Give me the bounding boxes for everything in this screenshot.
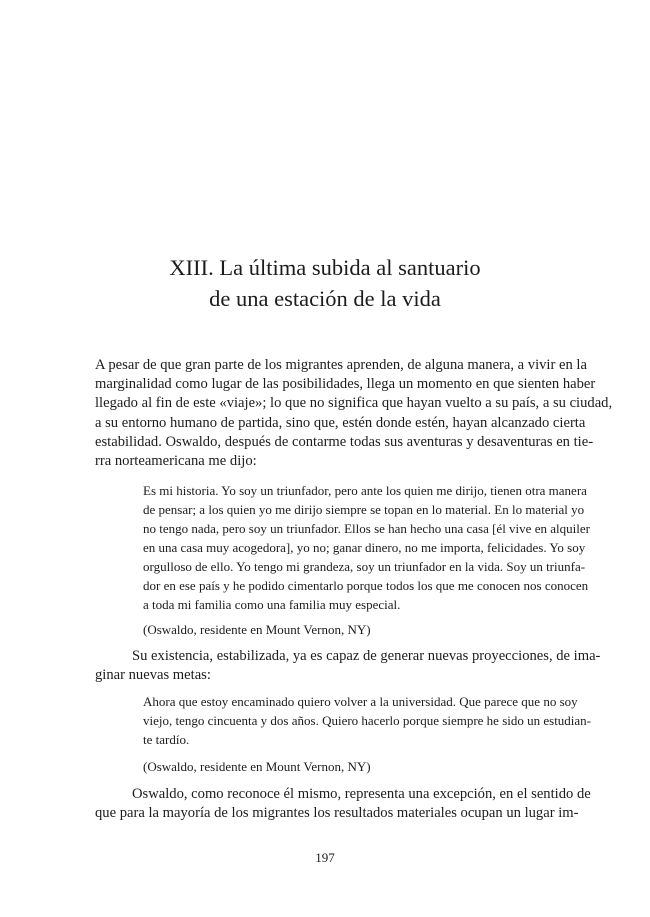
quote-line: te tardío. xyxy=(143,732,190,747)
paragraph-3 xyxy=(95,785,591,823)
quote-line: no tengo nada, pero soy un triunfador. Ellos se han hecho una casa [él vive en alquiler xyxy=(143,521,590,536)
text-line: A pesar de que gran parte de los migrantes aprenden, de alguna manera, a vivir en la xyxy=(95,357,587,373)
chapter-title-line-1: XIII. La última subida al santuario xyxy=(169,255,481,280)
quote-line: Ahora que estoy encaminado quiero volver a la universidad. Que parece que no soy xyxy=(143,694,578,709)
citation-1: (Oswaldo, residente en Mount Vernon, NY) xyxy=(143,622,371,637)
quote-line: en una casa muy acogedora], yo no; ganar dinero, no me importa, felicidades. Yo soy xyxy=(143,540,586,555)
block-quote-1 xyxy=(143,481,590,614)
quote-line: dor en ese país y he podido cimentarlo porque todos los que me conocen nos conocen xyxy=(143,578,589,593)
text-line: rra norteamericana me dijo: xyxy=(95,453,257,470)
paragraph-1 xyxy=(95,356,613,471)
block-quote-2 xyxy=(143,692,592,749)
chapter-title-line-2: de una estación de la vida xyxy=(209,286,441,311)
quote-line: de pensar; a los quien yo me dirijo siempre se topan en lo material. En lo material yo xyxy=(143,502,585,517)
text-line: ginar nuevas metas: xyxy=(95,667,211,684)
text-line: a su entorno humano de partida, sino que, estén donde estén, hayan alcanzado cierta xyxy=(95,414,586,431)
text-line: Oswaldo, como reconoce él mismo, representa una excepción, en el sentido de xyxy=(132,786,591,802)
quote-line: a toda mi familia como una familia muy especial. xyxy=(143,597,401,612)
quote-line: viejo, tengo cincuenta y dos años. Quiero hacerlo porque siempre he sido un estudian- xyxy=(143,713,592,728)
text-line: Su existencia, estabilizada, ya es capaz de generar nuevas proyecciones, de ima- xyxy=(132,648,601,664)
text-line: llegado al fin de este «viaje»; lo que no significa que hayan vuelto a su país, a su ciudad, xyxy=(95,395,613,412)
paragraph-2 xyxy=(95,647,601,685)
page-number: 197 xyxy=(315,850,335,865)
text-line: marginalidad como lugar de las posibilidades, llega un momento en que sienten haber xyxy=(95,376,596,393)
text-line: que para la mayoría de los migrantes los resultados materiales ocupan un lugar im- xyxy=(95,805,579,822)
text-line: estabilidad. Oswaldo, después de contarme todas sus aventuras y desaventuras en tie- xyxy=(95,433,594,450)
chapter-title xyxy=(0,252,650,314)
quote-line: Es mi historia. Yo soy un triunfador, pero ante los quien me dirijo, tienen otra manera xyxy=(143,483,587,498)
citation-2: (Oswaldo, residente en Mount Vernon, NY) xyxy=(143,759,371,774)
quote-line: orgulloso de ello. Yo tengo mi grandeza, soy un triunfador en la vida. Soy un triunfa- xyxy=(143,559,586,574)
